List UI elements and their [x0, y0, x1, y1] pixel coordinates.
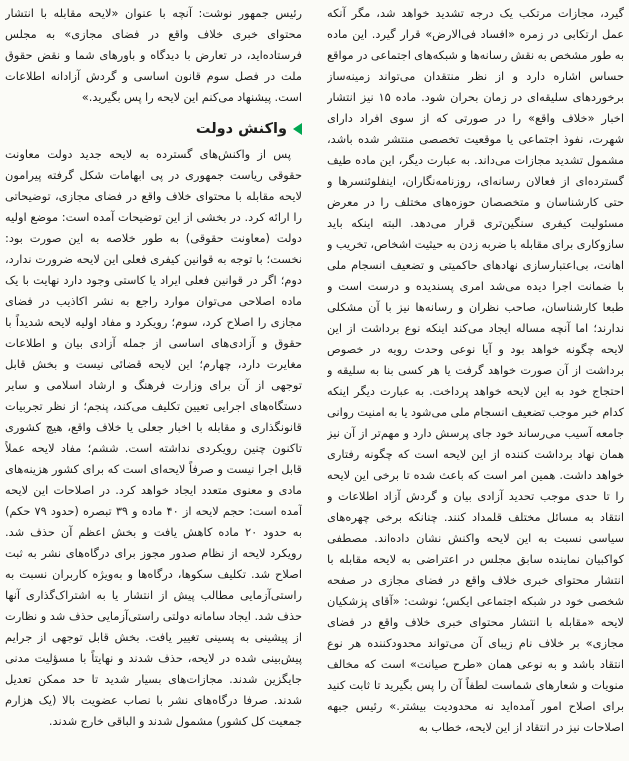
article-column-left: [5, 3, 302, 761]
government-response-paragraph: پس از واکنش‌های گسترده به لایحه جدید دولت معاونت حقوقی ریاست جمهوری در پی ابهامات شکل گرفته پیرامون لایحه مقابله با محتوای خلاف واقع در فضای مجازی، توضیحاتی را ارائه کرد. در بخشی از این توضیحات آمده است: موضع اولیه دولت (معاونت حقوقی) به طور خلاصه به این صورت بود: نخست؛ با توجه به قوانین کیفری فعلی این لایحه ضرورت ندارد، دوم؛ اگر در قوانین فعلی ایراد یا کاستی وجود دارد نهایت با یک ماده اصلاحی می‌توان موارد راجع به نشر اکاذیب در فضای مجازی را اصلاح کرد، سوم؛ رویکرد و مفاد اولیه لایحه شدیداً با حقوق و آزادی‌های اساسی از جمله آزادی بیان و اطلاعات مغایرت دارد، چهارم؛ این لایحه قضائی نیست و بخش قابل توجهی از آن برای وزارت فرهنگ و ارشاد اسلامی و سایر دستگاه‌های اجرایی تعیین تکلیف می‌کند، پنجم؛ از نظر تجربیات قانونگذاری و مقابله با اخبار جعلی یا خلاف واقع، هیچ کشوری تاکنون چنین رویکردی نداشته است. ششم؛ مفاد لایحه عملاً قابل اجرا نیست و صرفاً لایحه‌ای است که برای کشور هزینه‌های مادی و معنوی متعدد ایجاد خواهد کرد. در اصلاحات این لایحه آمده است: حجم لایحه از ۴۰ ماده و ۳۹ تبصره (حدود ۷۹ حکم) به حدود ۲۰ ماده کاهش یافت و بخش اعظم آن حذف شد. رویکرد لایحه از نظام صدور مجوز برای درگاه‌های نشر به ثبت اصلاح شد. تکلیف سکوها، درگاه‌ها و به‌ویژه کاربران نسبت به راستی‌آزمایی مطالب پیش از انتشار یا به اشتراک‌گذاری آنها حذف شد. ایجاد سامانه دولتی راستی‌آزمایی حذف شد و نظارت از پیشینی به پسینی تغییر یافت. بخش قابل توجهی از جرایم پیش‌بینی شده در لایحه، حذف شدند و نهایتاً با مسؤلیت مدنی جایگزین شدند. مجازات‌های بسیار شدید تا حد ممکن تعدیل شدند. صرفا درگاه‌های نشر با نصاب عضویت بالا (یک هزارم جمعیت کل کشور) مشمول شدند و الباقی خارج شدند.: [5, 147, 302, 728]
section-heading-row: [5, 121, 302, 137]
green-triangle-marker-icon: [293, 123, 302, 135]
article-column-right: [327, 3, 624, 761]
president-quote-paragraph: رئیس جمهور نوشت: آنچه با عنوان «لایحه مقابله با انتشار محتوای خبری خلاف واقع در فضای مجازی» به مجلس فرستاده‌اید، در تعارض با دیدگاه و باورهای شما و نقض حقوق ملت در فصل سوم قانون اساسی و گردش آزادانه اطلاعات است. پیشنهاد می‌کنم این لایحه را پس بگیرید.»: [5, 6, 302, 104]
continuation-paragraph: گیرد، مجازات مرتکب یک درجه تشدید خواهد شد، مگر آنکه عمل ارتکابی در زمره «افساد فی‌الارض» قرار گیرد. این ماده به طور مشخص به نقش رسانه‌ها و شبکه‌های اجتماعی در مواقع حساس اشاره دارد و از نظر منتقدان می‌تواند زمینه‌ساز برخوردهای سلیقه‌ای در زمان بحران شود. ماده ۱۵ نیز انتشار اخبار «خلاف واقع» را در صورتی که از سوی افراد دارای شهرت، نفوذ اجتماعی یا موقعیت تخصصی منتشر شده باشد، مشمول تشدید مجازات می‌داند. به عبارت دیگر، این ماده طیف گسترده‌ای از فعالان رسانه‌ای، روزنامه‌نگاران، اینفلوئنسرها و حتی کارشناسان و متخصصان حوزه‌های مختلف را در معرض مسئولیت کیفری سنگین‌تری قرار می‌دهد. البته اینکه باید سازوکاری برای مقابله با ضربه زدن به حیثیت اشخاص، تخریب و اهانت، بی‌اعتبارسازی نهادهای حاکمیتی و تضعیف انسجام ملی با ضمانت اجرا دیده می‌شد امری پسندیده و درست است و طبعا کارشناسان، صاحب نظران و رسانه‌ها نیز با آن مشکلی ندارند؛ اما آنچه مساله ایجاد می‌کند اینکه نوع برداشت از این لایحه چگونه خواهد بود و آیا نوعی وحدت رویه در خصوص برداشت از آن صورت خواهد گرفت یا هر کسی بنا به سلیقه و احتجاج خود به این لایحه خواهد پرداخت. به عبارت دیگر اینکه کدام خبر موجب تضعیف انسجام ملی می‌شود یا به امنیت روانی جامعه آسیب می‌رساند خود جای پرسش دارد و مهم‌تر از آن نیز همان نهاد برداشت کننده از این لایحه است که چگونه رفتاری خواهد داشت. همین امر است که باعث شده تا برخی این لایحه را تا حدی موجب تحدید آزادی بیان و گردش آزاد اطلاعات و انتقاد به مسائل مختلف قلمداد کنند. چنانکه برخی چهره‌های سیاسی نسبت به این لایحه واکنش نشان داده‌اند. مصطفی کواکبیان نماینده سابق مجلس در اعتراضی به لایحه مقابله با انتشار محتوای خبری خلاف واقع در فضای مجازی در صفحه شخصی خود در شبکه اجتماعی ایکس؛ نوشت: «آقای پزشکیان لایحه «مقابله با انتشار محتوای خبری خلاف واقع در فضای مجازی» بر خلاف نام زیبای آن می‌تواند محدودکننده هر نوع انتقاد باشد و به نوعی همان «طرح صیانت» است که مخالف منویات و شعارهای شماست لطفاً آن را پس بگیرید تا ثابت کنید برای اصلاح امور آمده‌اید نه محدودیت بیشتر.» رئیس جبهه اصلاحات نیز در انتقاد از این لایحه، خطاب به: [327, 6, 624, 734]
section-heading-text: واکنش دولت: [195, 121, 287, 137]
